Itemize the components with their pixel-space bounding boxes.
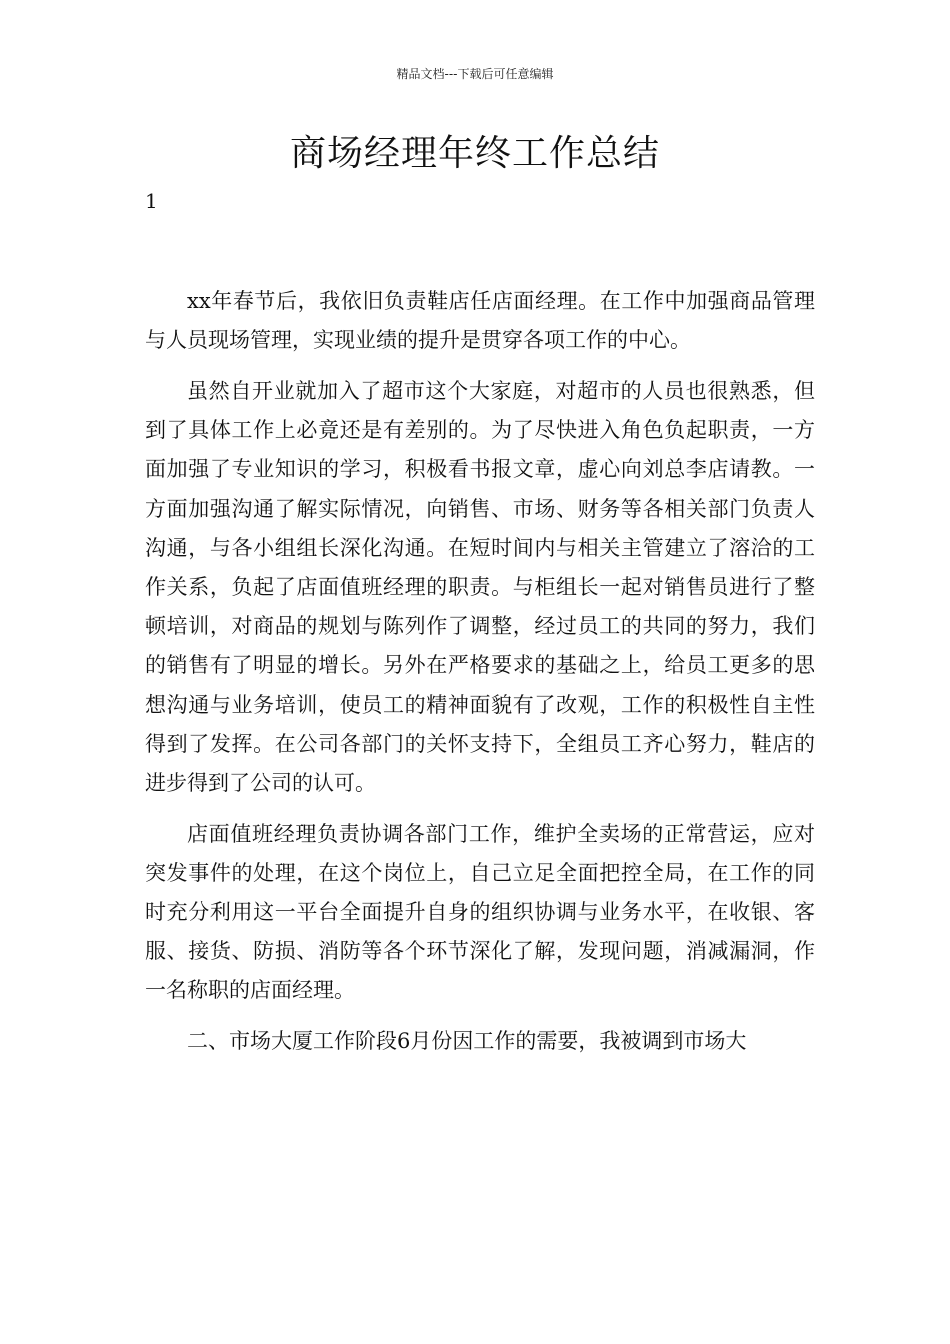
document-title: 商场经理年终工作总结 bbox=[289, 133, 660, 174]
paragraph: 虽然自开业就加入了超市这个大家庭，对超市的人员也很熟悉，但到了具体工作上必竟还是有差别的。为了尽快进入角色负起职责，一方面加强了专业知识的学习，积极看书报文章，虚心向刘总李店请教。一方面加强沟通了解实际情况，向销售、市场、财务等各相关部门负责人沟通，与各小组组长深化沟通。在短时间内与相关主管建立了溶洽的工作关系，负起了店面值班经理的职责。与柜组长一起对销售员进行了整顿培训，对商品的规划与陈列作了调整，经过员工的共同的努力，我们的销售有了明显的增长。另外在严格要求的基础之上，给员工更多的思想沟通与业务培训，使员工的精神面貌有了改观，工作的积极性自主性得到了发挥。在公司各部门的关怀支持下，全组员工齐心努力，鞋店的进步得到了公司的认可。 bbox=[145, 378, 815, 795]
header-note: 精品文档---下载后可任意编辑 bbox=[396, 67, 554, 81]
document-body bbox=[145, 282, 815, 1073]
paragraph: xx年春节后，我依旧负责鞋店任店面经理。在工作中加强商品管理与人员现场管理，实现业绩的提升是贯穿各项工作的中心。 bbox=[145, 289, 815, 353]
page-number: 1 bbox=[145, 189, 158, 213]
paragraph: 店面值班经理负责协调各部门工作，维护全卖场的正常营运，应对突发事件的处理，在这个岗位上，自己立足全面把控全局，在工作的同时充分利用这一平台全面提升自身的组织协调与业务水平，在收银、客服、接货、防损、消防等各个环节深化了解，发现问题，消减漏洞，作一名称职的店面经理。 bbox=[145, 821, 815, 1003]
paragraph: 二、市场大厦工作阶段6月份因工作的需要，我被调到市场大 bbox=[187, 1029, 747, 1054]
